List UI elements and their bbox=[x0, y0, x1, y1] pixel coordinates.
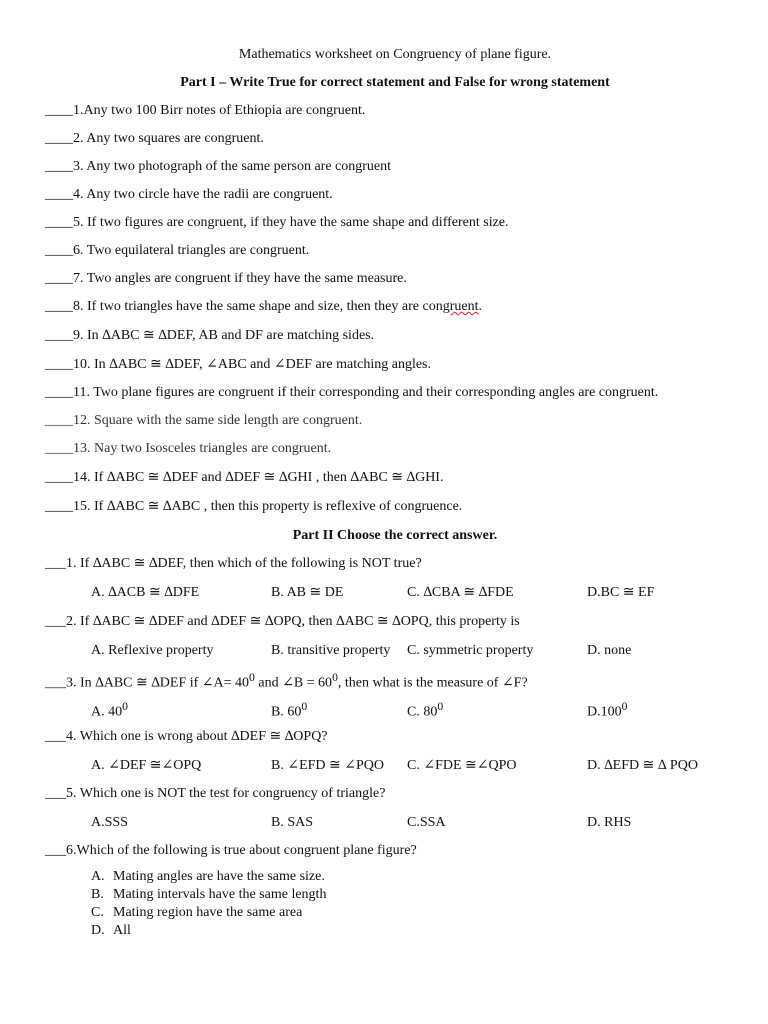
option-a: A. Reflexive property bbox=[91, 643, 214, 658]
q3-text-mid: and ∠B = 60 bbox=[254, 675, 333, 691]
option-d: D.BC ≅ EF bbox=[587, 585, 655, 600]
question-3-options bbox=[0, 700, 768, 718]
item8-text: ____8. If two triangles have the same shape and size, then they are con bbox=[45, 299, 443, 314]
question-6: ___6.Which of the following is true about congruent plane figure? bbox=[45, 843, 417, 858]
part1-item: ____7. Two angles are congruent if they have the same measure. bbox=[45, 271, 407, 286]
question-1-options bbox=[0, 585, 768, 603]
question-4-options bbox=[0, 758, 768, 776]
option-a: A. ∆ACB ≅ ∆DFE bbox=[91, 585, 200, 600]
part1-item: ____14. If ∆ABC ≅ ∆DEF and ∆DEF ≅ ∆GHI , then ∆ABC ≅ ∆GHI. bbox=[45, 470, 444, 485]
question-6-options bbox=[91, 869, 326, 941]
q3-text-end: , then what is the measure of ∠F? bbox=[337, 675, 528, 691]
option-b: B. transitive property bbox=[271, 643, 391, 658]
option-a: A.SSS bbox=[91, 815, 128, 830]
degree-superscript: 0 bbox=[249, 671, 255, 684]
part1-item-8 bbox=[45, 299, 482, 316]
question-3 bbox=[45, 671, 528, 692]
question-5-options bbox=[0, 815, 768, 833]
item8-end: . bbox=[478, 299, 482, 314]
option-b: B. SAS bbox=[271, 815, 314, 830]
option-a: A. ∠DEF ≅∠OPQ bbox=[91, 758, 202, 773]
option-a: A. Mating angles are have the same size. bbox=[91, 869, 325, 884]
part2-heading: Part II Choose the correct answer. bbox=[292, 528, 498, 543]
part1-item: ____10. In ∆ABC ≅ ∆DEF, ∠ABC and ∠DEF are matching angles. bbox=[45, 357, 431, 372]
option-c: C.SSA bbox=[407, 815, 446, 830]
option-d: D. none bbox=[587, 643, 632, 658]
option-a: A. $40^0$ bbox=[91, 700, 128, 720]
part1-item: ____9. In ∆ABC ≅ ∆DEF, AB and DF are matching sides. bbox=[45, 328, 375, 343]
part1-item: ____3. Any two photograph of the same person are congruent bbox=[45, 159, 392, 174]
part1-item: ____15. If ∆ABC ≅ ∆ABC , then this property is reflexive of congruence. bbox=[45, 499, 463, 514]
part1-item: ____1.Any two 100 Birr notes of Ethiopia are congruent. bbox=[45, 103, 366, 118]
question-2-options bbox=[0, 643, 768, 661]
question-5: ___5. Which one is NOT the test for congruency of triangle? bbox=[45, 786, 386, 801]
part1-item: ____11. Two plane figures are congruent if their corresponding and their corresponding angles are congruent. bbox=[45, 385, 659, 400]
option-b: B. ∠EFD ≅ ∠PQO bbox=[271, 758, 384, 773]
part1-item: ____6. Two equilateral triangles are congruent. bbox=[45, 243, 310, 258]
option-c: C. $80^0$ bbox=[407, 700, 444, 720]
option-b: B. AB ≅ DE bbox=[271, 585, 344, 600]
part1-item: ____13. Nay two Isosceles triangles are congruent. bbox=[45, 441, 332, 456]
option-d: D. RHS bbox=[587, 815, 632, 830]
question-4: ___4. Which one is wrong about ∆DEF ≅ ∆OPQ? bbox=[45, 729, 328, 744]
part1-item: ____12. Square with the same side length are congruent. bbox=[45, 413, 363, 428]
spellcheck-flagged-word: gruent bbox=[442, 299, 479, 314]
part1-item: ____5. If two figures are congruent, if they have the same shape and different size. bbox=[45, 215, 509, 230]
question-1: ___1. If ∆ABC ≅ ∆DEF, then which of the following is NOT true? bbox=[45, 556, 422, 571]
option-d: D. ∆EFD ≅ ∆ PQO bbox=[587, 758, 698, 773]
option-d: D. All bbox=[91, 923, 131, 938]
question-2: ___2. If ∆ABC ≅ ∆DEF and ∆DEF ≅ ∆OPQ, then ∆ABC ≅ ∆OPQ, this property is bbox=[45, 614, 520, 629]
worksheet-title: Mathematics worksheet on Congruency of plane figure. bbox=[238, 47, 552, 62]
part1-heading: Part I – Write True for correct statement and False for wrong statement bbox=[180, 75, 610, 90]
q3-text-start: ___3. In ∆ABC ≅ ∆DEF if ∠A= 40 bbox=[45, 675, 250, 691]
part1-item: ____2. Any two squares are congruent. bbox=[45, 131, 264, 146]
degree-superscript: 0 bbox=[332, 671, 338, 684]
option-c: C. ∠FDE ≅∠QPO bbox=[407, 758, 517, 773]
option-b: B. $60^0$ bbox=[271, 700, 308, 720]
option-c: C. Mating region have the same area bbox=[91, 905, 303, 920]
option-c: C. ∆CBA ≅ ∆FDE bbox=[407, 585, 514, 600]
option-b: B. Mating intervals have the same length bbox=[91, 887, 327, 902]
part1-item: ____4. Any two circle have the radii are congruent. bbox=[45, 187, 333, 202]
option-d: D.100$^0$ bbox=[587, 700, 628, 720]
option-c: C. symmetric property bbox=[407, 643, 534, 658]
